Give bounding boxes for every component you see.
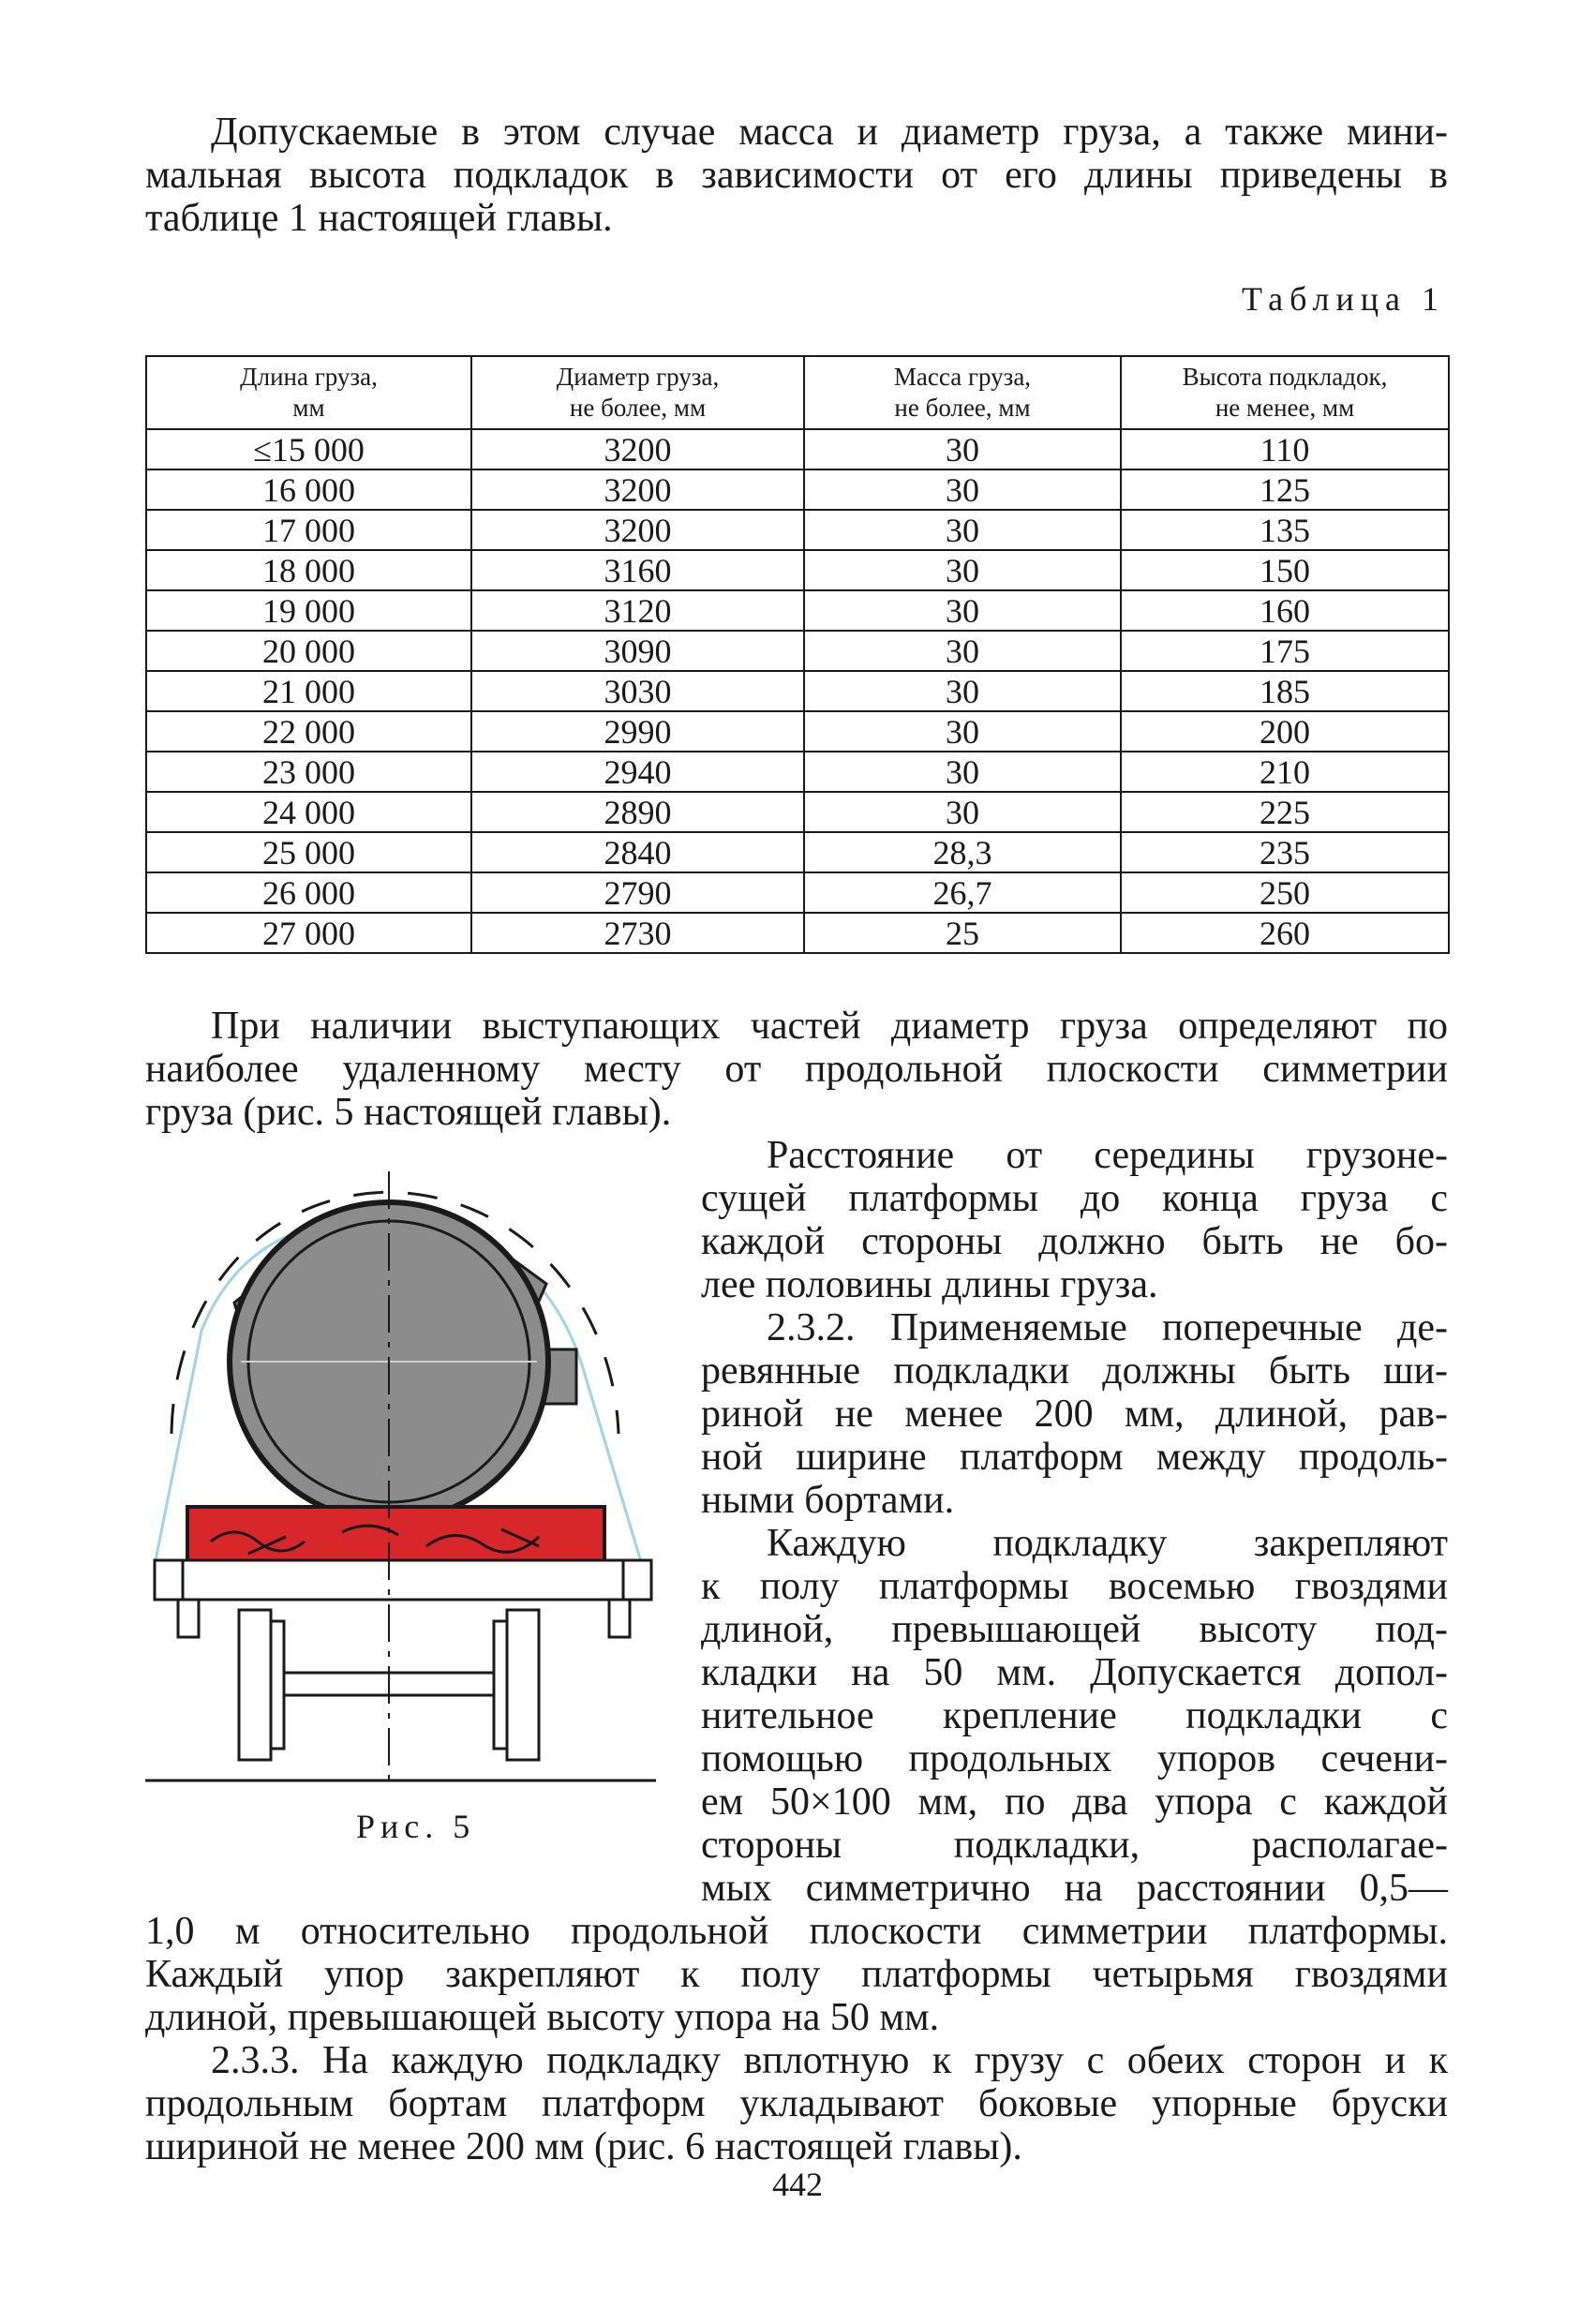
table-cell: 200 [1121, 711, 1449, 752]
table-cell: 3030 [471, 671, 804, 711]
table-row [146, 429, 1449, 469]
table-cell: 175 [1121, 631, 1449, 671]
text-line: ем 50×100 мм, по два упора с каждой [701, 1780, 1448, 1824]
table-cell: 30 [804, 550, 1121, 590]
table-cell: 150 [1121, 550, 1449, 590]
paragraph-continuation [145, 1910, 1448, 2168]
table-cell: 160 [1121, 590, 1449, 631]
table-row [146, 631, 1449, 671]
text-line: лее половины длины груза. [701, 1263, 1158, 1306]
text-line: ной ширине платформ между продоль- [701, 1436, 1448, 1479]
table-cell: 22 000 [146, 711, 471, 752]
text-line: наиболее удаленному месту от продольной плоскости симметрии [145, 1048, 1448, 1091]
cargo-on-platform-diagram [145, 1162, 670, 1799]
table-row [146, 752, 1449, 792]
table-cell: 225 [1121, 792, 1449, 832]
text-line: к полу платформы восемью гвоздями [701, 1565, 1448, 1608]
table-row [146, 872, 1449, 913]
text-line: 2.3.3. На каждую подкладку вплотную к грузу с обеих сторон и к [211, 2039, 1448, 2082]
table-row [146, 792, 1449, 832]
text-line: длиной, превышающей высоту под- [701, 1608, 1448, 1651]
table-cell: 3160 [471, 550, 804, 590]
table-cell: 210 [1121, 752, 1449, 792]
table-cell: 3120 [471, 590, 804, 631]
text-line: каждой стороны должно быть не бо- [701, 1220, 1448, 1263]
table-cell: 30 [804, 469, 1121, 510]
text-line: При наличии выступающих частей диаметр груза определяют по [211, 1005, 1448, 1048]
table-cell: 21 000 [146, 671, 471, 711]
table-cell: 3200 [471, 510, 804, 550]
table-cell: 2940 [471, 752, 804, 792]
text-line: шириной не менее 200 мм (рис. 6 настоящей главы). [145, 2125, 1022, 2168]
table-row [146, 832, 1449, 872]
table-cell: 26 000 [146, 872, 471, 913]
table-cell: 30 [804, 510, 1121, 550]
text-line: помощью продольных упоров сечени- [701, 1737, 1448, 1780]
text-line: ревянные подкладки должны быть ши- [701, 1349, 1448, 1393]
figure-caption: Рис. 5 [356, 1808, 476, 1845]
text-line: продольным бортам платформ укладывают боковые упорные бруски [145, 2082, 1448, 2125]
table-row [146, 913, 1449, 953]
table-cell: 26,7 [804, 872, 1121, 913]
table-row [146, 510, 1449, 550]
table-cell: 20 000 [146, 631, 471, 671]
table-cell: 27 000 [146, 913, 471, 953]
table-cell: 2840 [471, 832, 804, 872]
text-line: мых симметрично на расстоянии 0,5— [701, 1867, 1448, 1910]
table-cell: 260 [1121, 913, 1449, 953]
table-cell: 25 000 [146, 832, 471, 872]
text-line: длиной, превышающей высоту упора на 50 мм. [145, 1996, 940, 2039]
table-cell: 2990 [471, 711, 804, 752]
column-header: Масса груза, не более, мм [804, 356, 1121, 429]
table-cell: 3200 [471, 469, 804, 510]
table-cell: ≤15 000 [146, 429, 471, 469]
table-cell: 25 [804, 913, 1121, 953]
table-cell: 110 [1121, 429, 1449, 469]
table-caption: Таблица 1 [1242, 280, 1445, 318]
text-line: мальная высота подкладок в зависимости от его длины приведены в [145, 154, 1448, 197]
table-cell: 23 000 [146, 752, 471, 792]
left-wheel [239, 1610, 271, 1760]
text-line: ными бортами. [701, 1479, 955, 1522]
table-row [146, 550, 1449, 590]
table-cell: 28,3 [804, 832, 1121, 872]
text-line: кладки на 50 мм. Допускается допол- [701, 1651, 1448, 1694]
figure-5 [145, 1162, 670, 1799]
column-header: Длина груза, мм [146, 356, 471, 429]
text-line: груза (рис. 5 настоящей главы). [145, 1091, 672, 1134]
table-row [146, 671, 1449, 711]
text-line: Допускаемые в этом случае масса и диаметр груза, а также мини- [211, 111, 1448, 154]
table-cell: 30 [804, 671, 1121, 711]
column-header: Диаметр груза, не более, мм [471, 356, 804, 429]
table-cell: 3090 [471, 631, 804, 671]
table-cell: 2790 [471, 872, 804, 913]
platform-deck [155, 1560, 651, 1600]
text-line: Каждый упор закрепляют к полу платформы четырьмя гвоздями [145, 1953, 1448, 1996]
table-cell: 30 [804, 711, 1121, 752]
text-line: сущей платформы до конца груза с [701, 1177, 1448, 1220]
intro-paragraph [145, 111, 1448, 240]
text-line: риной не менее 200 мм, длиной, рав- [701, 1393, 1448, 1436]
paragraph-diameter [145, 1005, 1448, 1134]
table-cell: 19 000 [146, 590, 471, 631]
text-line: стороны подкладки, располагае- [701, 1824, 1448, 1867]
right-column-text [701, 1134, 1448, 1910]
table-cell: 235 [1121, 832, 1449, 872]
table-cell: 30 [804, 429, 1121, 469]
table-cell: 18 000 [146, 550, 471, 590]
table-cell: 185 [1121, 671, 1449, 711]
table-cell: 30 [804, 792, 1121, 832]
table-row [146, 590, 1449, 631]
text-line: таблице 1 настоящей главы. [145, 197, 613, 240]
data-table [145, 355, 1450, 954]
table-cell: 24 000 [146, 792, 471, 832]
table-cell: 30 [804, 590, 1121, 631]
table-cell: 135 [1121, 510, 1449, 550]
table-header-row [146, 356, 1449, 429]
table-row [146, 469, 1449, 510]
text-line: 2.3.2. Применяемые поперечные де- [767, 1306, 1448, 1349]
left-side-bracket [178, 1600, 199, 1637]
right-wheel [507, 1610, 539, 1760]
column-header: Высота подкладок, не менее, мм [1121, 356, 1449, 429]
table-cell: 2730 [471, 913, 804, 953]
table-cell: 17 000 [146, 510, 471, 550]
table-cell: 125 [1121, 469, 1449, 510]
text-line: нительное крепление подкладки с [701, 1694, 1448, 1737]
page-number: 442 [772, 2166, 823, 2203]
text-line: 1,0 м относительно продольной плоскости симметрии платформы. [145, 1910, 1448, 1953]
table-cell: 250 [1121, 872, 1449, 913]
table-cell: 30 [804, 631, 1121, 671]
right-side-bracket [609, 1600, 630, 1637]
text-line: Расстояние от середины грузоне- [767, 1134, 1448, 1177]
table-cell: 2890 [471, 792, 804, 832]
table-cell: 30 [804, 752, 1121, 792]
table-cell: 16 000 [146, 469, 471, 510]
table-row [146, 711, 1449, 752]
text-line: Каждую подкладку закрепляют [767, 1522, 1448, 1565]
table-cell: 3200 [471, 429, 804, 469]
